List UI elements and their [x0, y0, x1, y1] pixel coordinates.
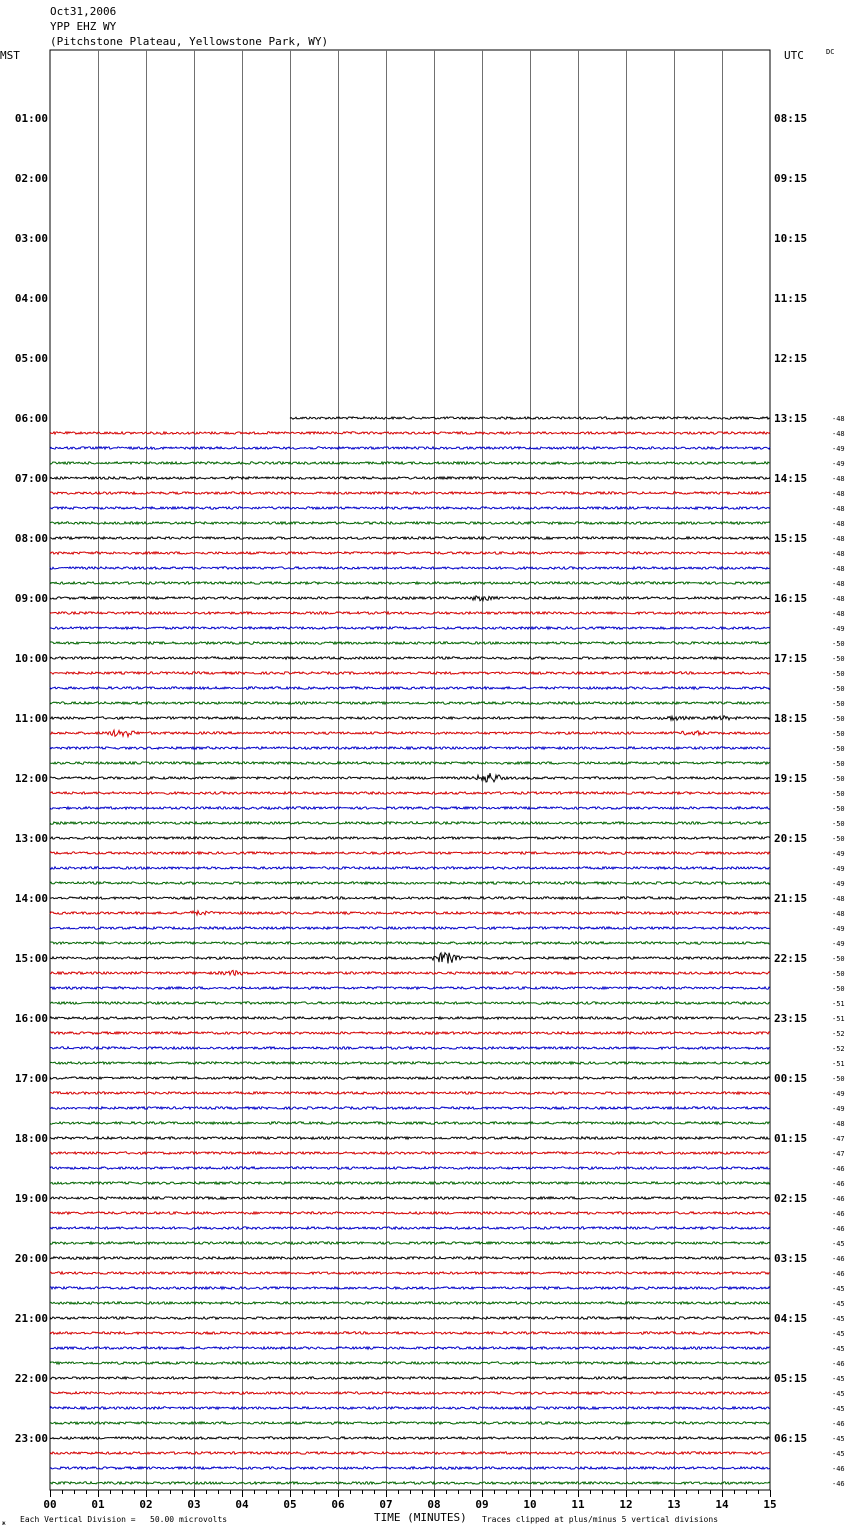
trace-row-62 — [50, 987, 770, 989]
trace-row-56 — [50, 897, 770, 899]
dc-offset-label: -50 — [832, 745, 845, 753]
trace-row-46 — [50, 747, 770, 749]
x-tick-label: 11 — [571, 1498, 585, 1511]
dc-offset-label: -50 — [832, 685, 845, 693]
dc-offset-label: -46 — [832, 1225, 845, 1233]
trace-row-53 — [50, 852, 770, 854]
station-label: YPP EHZ WY — [50, 20, 117, 33]
trace-row-47 — [50, 762, 770, 764]
dc-offset-label: -50 — [832, 730, 845, 738]
dc-offset-label: -45 — [832, 1405, 845, 1413]
x-tick-label: 02 — [139, 1498, 153, 1511]
dc-offset-label: -49 — [832, 850, 845, 858]
dc-offset-label: -48 — [832, 430, 845, 438]
utc-hour-label: 18:15 — [774, 712, 808, 725]
dc-offset-label: -49 — [832, 925, 845, 933]
utc-hour-label: 14:15 — [774, 472, 808, 485]
mst-hour-label: 04:00 — [14, 292, 48, 305]
x-tick-label: 06 — [331, 1498, 345, 1511]
trace-row-81 — [50, 1272, 770, 1274]
mst-hour-label: 08:00 — [14, 532, 48, 545]
dc-offset-label: -50 — [832, 670, 845, 678]
dc-labels-group — [832, 415, 845, 1488]
dc-offset-label: -50 — [832, 805, 845, 813]
utc-hour-label: 15:15 — [774, 532, 808, 545]
trace-row-87 — [50, 1362, 770, 1364]
trace-row-50 — [50, 807, 770, 809]
mst-hour-label: 09:00 — [14, 592, 48, 605]
dc-offset-label: -46 — [832, 1210, 845, 1218]
trace-row-40 — [50, 657, 770, 659]
dc-offset-label: -50 — [832, 820, 845, 828]
dc-offset-label: -47 — [832, 1135, 845, 1143]
dc-offset-label: -48 — [832, 490, 845, 498]
dc-offset-label: -49 — [832, 880, 845, 888]
x-tick-label: 01 — [91, 1498, 105, 1511]
dc-offset-label: -46 — [832, 1480, 845, 1488]
x-tick-label: 10 — [523, 1498, 537, 1511]
trace-row-39 — [50, 642, 770, 644]
mst-hour-label: 13:00 — [14, 832, 48, 845]
mst-hour-label: 18:00 — [14, 1132, 48, 1145]
x-tick-label: 05 — [283, 1498, 297, 1511]
trace-row-38 — [50, 627, 770, 629]
dc-offset-label: -45 — [832, 1240, 845, 1248]
dc-label: DC — [826, 48, 835, 56]
trace-row-61 — [50, 970, 770, 975]
dc-offset-label: -52 — [832, 1030, 845, 1038]
dc-offset-label: -48 — [832, 415, 845, 423]
mst-hour-label: 11:00 — [14, 712, 48, 725]
utc-hour-label: 00:15 — [774, 1072, 808, 1085]
dc-offset-label: -46 — [832, 1465, 845, 1473]
trace-row-34 — [50, 567, 770, 569]
dc-offset-label: -48 — [832, 595, 845, 603]
dc-offset-label: -51 — [832, 1060, 845, 1068]
mst-hour-label: 05:00 — [14, 352, 48, 365]
dc-offset-label: -48 — [832, 535, 845, 543]
trace-row-82 — [50, 1287, 770, 1289]
utc-hour-label: 16:15 — [774, 592, 808, 605]
utc-hour-label: 22:15 — [774, 952, 808, 965]
dc-offset-label: -45 — [832, 1300, 845, 1308]
trace-row-90 — [50, 1407, 770, 1409]
x-tick-label: 12 — [619, 1498, 633, 1511]
trace-row-37 — [50, 612, 770, 614]
dc-offset-label: -48 — [832, 520, 845, 528]
trace-row-43 — [50, 702, 770, 704]
trace-row-76 — [50, 1197, 770, 1199]
mst-hour-label: 01:00 — [14, 112, 48, 125]
trace-row-65 — [50, 1032, 770, 1034]
utc-hour-label: 21:15 — [774, 892, 808, 905]
trace-row-55 — [50, 882, 770, 884]
trace-row-51 — [50, 822, 770, 824]
dc-offset-label: -46 — [832, 1270, 845, 1278]
trace-row-84 — [50, 1317, 770, 1319]
location-label: (Pitchstone Plateau, Yellowstone Park, WY) — [50, 35, 329, 48]
dc-offset-label: -45 — [832, 1330, 845, 1338]
dc-offset-label: -45 — [832, 1345, 845, 1353]
trace-row-93 — [50, 1452, 770, 1454]
trace-row-33 — [50, 552, 770, 554]
dc-offset-label: -49 — [832, 1105, 845, 1113]
utc-hour-label: 19:15 — [774, 772, 808, 785]
trace-row-89 — [50, 1392, 770, 1394]
x-tick-label: 08 — [427, 1498, 441, 1511]
dc-offset-label: -49 — [832, 1090, 845, 1098]
utc-hour-label: 17:15 — [774, 652, 808, 665]
utc-hour-label: 04:15 — [774, 1312, 808, 1325]
trace-row-67 — [50, 1062, 770, 1064]
trace-row-79 — [50, 1242, 770, 1244]
dc-offset-label: -46 — [832, 1165, 845, 1173]
trace-row-41 — [50, 672, 770, 674]
x-axis-title: TIME (MINUTES) — [374, 1511, 467, 1524]
trace-row-32 — [50, 537, 770, 539]
dc-offset-label: -50 — [832, 955, 845, 963]
trace-row-26 — [50, 447, 770, 449]
x-tick-label: 13 — [667, 1498, 681, 1511]
trace-row-86 — [50, 1347, 770, 1349]
dc-offset-label: -50 — [832, 970, 845, 978]
dc-offset-label: -50 — [832, 835, 845, 843]
utc-hour-label: 05:15 — [774, 1372, 808, 1385]
dc-offset-label: -48 — [832, 580, 845, 588]
dc-offset-label: -49 — [832, 460, 845, 468]
trace-row-30 — [50, 507, 770, 509]
trace-row-45 — [50, 730, 770, 737]
trace-row-94 — [50, 1467, 770, 1469]
division-scale-note: Each Vertical Division = 50.00 microvolts — [20, 1515, 228, 1524]
dc-offset-label: -49 — [832, 865, 845, 873]
dc-offset-label: -46 — [832, 1180, 845, 1188]
dc-offset-label: -50 — [832, 985, 845, 993]
utc-hour-label: 12:15 — [774, 352, 808, 365]
dc-offset-label: -45 — [832, 1390, 845, 1398]
trace-row-75 — [50, 1182, 770, 1184]
x-tick-label: 09 — [475, 1498, 489, 1511]
dc-offset-label: -50 — [832, 790, 845, 798]
trace-row-92 — [50, 1437, 770, 1439]
trace-row-83 — [50, 1302, 770, 1304]
trace-row-78 — [50, 1227, 770, 1229]
mst-hour-label: 15:00 — [14, 952, 48, 965]
utc-hour-label: 23:15 — [774, 1012, 808, 1025]
dc-offset-label: -45 — [832, 1375, 845, 1383]
dc-offset-label: -46 — [832, 1360, 845, 1368]
footer-mark: ж — [2, 1520, 6, 1527]
trace-row-71 — [50, 1122, 770, 1124]
plot-frame — [50, 50, 770, 1490]
dc-offset-label: -48 — [832, 610, 845, 618]
trace-row-66 — [50, 1047, 770, 1049]
dc-offset-label: -46 — [832, 1420, 845, 1428]
utc-hour-label: 11:15 — [774, 292, 808, 305]
x-tick-label: 15 — [763, 1498, 777, 1511]
dc-offset-label: -46 — [832, 1255, 845, 1263]
dc-offset-label: -50 — [832, 715, 845, 723]
trace-row-44 — [50, 716, 770, 721]
x-tick-label: 03 — [187, 1498, 201, 1511]
utc-hour-label: 01:15 — [774, 1132, 808, 1145]
trace-row-95 — [50, 1482, 770, 1484]
utc-hour-label: 10:15 — [774, 232, 808, 245]
trace-row-54 — [50, 867, 770, 869]
trace-row-63 — [50, 1002, 770, 1004]
dc-offset-label: -48 — [832, 565, 845, 573]
mst-hour-label: 10:00 — [14, 652, 48, 665]
timezone-right-label: UTC — [784, 49, 804, 62]
grid-group — [50, 50, 770, 1490]
mst-hour-label: 12:00 — [14, 772, 48, 785]
x-tick-label: 04 — [235, 1498, 249, 1511]
trace-row-28 — [50, 477, 770, 479]
dc-offset-label: -50 — [832, 640, 845, 648]
utc-hour-label: 20:15 — [774, 832, 808, 845]
trace-row-73 — [50, 1152, 770, 1154]
x-tick-label: 14 — [715, 1498, 729, 1511]
trace-row-88 — [50, 1377, 770, 1379]
mst-hour-label: 21:00 — [14, 1312, 48, 1325]
dc-offset-label: -48 — [832, 550, 845, 558]
dc-offset-label: -48 — [832, 1120, 845, 1128]
trace-row-70 — [50, 1107, 770, 1109]
utc-hour-label: 08:15 — [774, 112, 808, 125]
date-label: Oct31,2006 — [50, 5, 117, 18]
mst-hour-label: 02:00 — [14, 172, 48, 185]
dc-offset-label: -49 — [832, 940, 845, 948]
utc-hour-label: 09:15 — [774, 172, 808, 185]
dc-offset-label: -48 — [832, 475, 845, 483]
trace-row-74 — [50, 1167, 770, 1169]
trace-row-29 — [50, 492, 770, 494]
dc-offset-label: -49 — [832, 625, 845, 633]
trace-row-31 — [50, 522, 770, 524]
dc-offset-label: -50 — [832, 1075, 845, 1083]
mst-hour-label: 14:00 — [14, 892, 48, 905]
x-tick-label: 00 — [43, 1498, 57, 1511]
utc-hour-label: 13:15 — [774, 412, 808, 425]
trace-row-64 — [50, 1017, 770, 1019]
dc-offset-label: -50 — [832, 700, 845, 708]
trace-row-36 — [50, 596, 770, 601]
dc-offset-label: -52 — [832, 1045, 845, 1053]
dc-offset-label: -50 — [832, 775, 845, 783]
mst-hour-label: 19:00 — [14, 1192, 48, 1205]
dc-offset-label: -45 — [832, 1285, 845, 1293]
trace-row-68 — [50, 1077, 770, 1079]
mst-hour-label: 17:00 — [14, 1072, 48, 1085]
dc-offset-label: -48 — [832, 505, 845, 513]
x-tick-label: 07 — [379, 1498, 393, 1511]
trace-row-58 — [50, 927, 770, 929]
trace-row-59 — [50, 942, 770, 944]
timezone-left-label: MST — [0, 49, 20, 62]
dc-offset-label: -48 — [832, 895, 845, 903]
trace-row-25 — [50, 432, 770, 434]
dc-offset-label: -51 — [832, 1000, 845, 1008]
trace-row-91 — [50, 1422, 770, 1424]
dc-offset-label: -45 — [832, 1315, 845, 1323]
trace-row-27 — [50, 462, 770, 464]
dc-offset-label: -49 — [832, 445, 845, 453]
traces-group — [50, 417, 770, 1484]
trace-row-80 — [50, 1257, 770, 1259]
utc-hour-label: 03:15 — [774, 1252, 808, 1265]
dc-offset-label: -50 — [832, 760, 845, 768]
trace-row-77 — [50, 1212, 770, 1214]
clipping-note: Traces clipped at plus/minus 5 vertical divisions — [482, 1515, 719, 1524]
mst-hour-label: 20:00 — [14, 1252, 48, 1265]
dc-offset-label: -45 — [832, 1450, 845, 1458]
dc-offset-label: -51 — [832, 1015, 845, 1023]
trace-row-69 — [50, 1092, 770, 1094]
trace-row-57 — [50, 911, 770, 915]
dc-offset-label: -45 — [832, 1435, 845, 1443]
trace-row-52 — [50, 837, 770, 839]
trace-row-48 — [50, 773, 770, 782]
utc-hour-label: 02:15 — [774, 1192, 808, 1205]
trace-row-85 — [50, 1332, 770, 1334]
mst-hour-label: 07:00 — [14, 472, 48, 485]
mst-hour-label: 23:00 — [14, 1432, 48, 1445]
dc-offset-label: -48 — [832, 910, 845, 918]
dc-offset-label: -50 — [832, 655, 845, 663]
mst-hour-label: 16:00 — [14, 1012, 48, 1025]
mst-hour-label: 03:00 — [14, 232, 48, 245]
mst-hour-label: 22:00 — [14, 1372, 48, 1385]
trace-row-49 — [50, 792, 770, 794]
trace-row-35 — [50, 582, 770, 584]
x-axis-group — [43, 1490, 776, 1511]
mst-hour-label: 06:00 — [14, 412, 48, 425]
dc-offset-label: -46 — [832, 1195, 845, 1203]
trace-row-60 — [50, 953, 770, 964]
utc-hour-label: 06:15 — [774, 1432, 808, 1445]
trace-row-42 — [50, 687, 770, 689]
dc-offset-label: -47 — [832, 1150, 845, 1158]
trace-row-72 — [50, 1137, 770, 1139]
